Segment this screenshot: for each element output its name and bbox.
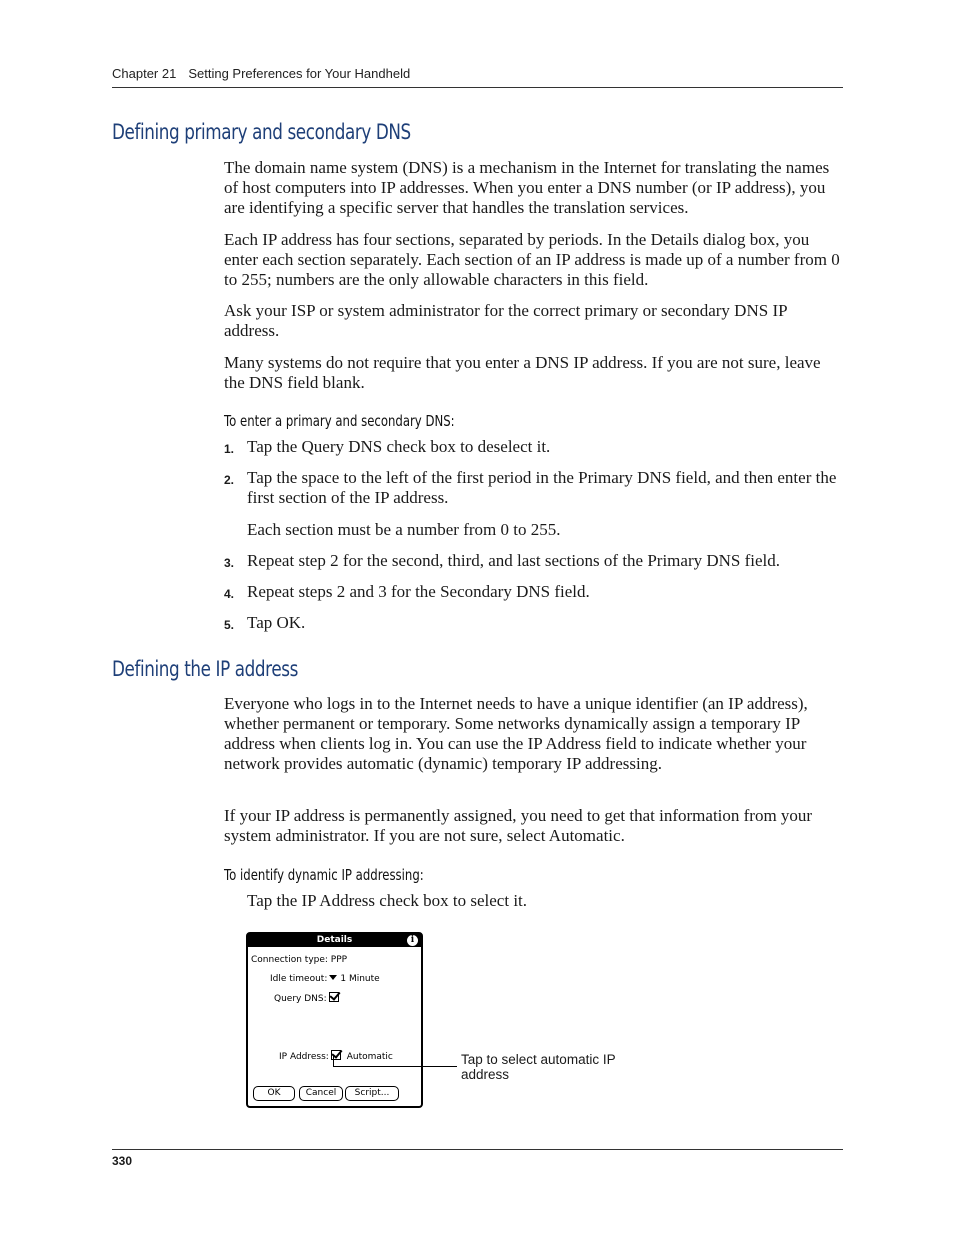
connection-type-value: PPP [330,955,348,965]
step-text: Tap the space to the left of the first period in the Primary DNS field, and then enter the first section of the IP address. [247,468,837,507]
chapter-number: Chapter 21 [112,66,177,81]
ip-procedure-heading: To identify dynamic IP addressing: [224,866,424,884]
heading-ip: Defining the IP address [112,657,298,681]
ip-address-value: Automatic [346,1052,393,1062]
page-number: 330 [112,1154,133,1168]
idle-timeout-value[interactable]: 1 Minute [340,974,380,984]
callout-leader-line [333,1066,457,1067]
step-number: 2. [224,473,235,487]
step-text: Tap the Query DNS check box to deselect it. [247,437,551,456]
dialog-title: Details [316,935,353,945]
idle-timeout-row [270,974,380,984]
footer-rule [112,1149,843,1150]
dns-paragraph-2: Each IP address has four sections, separated by periods. In the Details dialog box, you enter each section separately. Each section of an IP address is made up of a number from 0 to 255; numbers are the only allowable characters in this field. [224,230,840,289]
step-text: Tap OK. [247,613,306,632]
step-number: 5. [224,618,235,632]
ip-address-row [279,1050,393,1062]
connection-type-label: Connection type: [251,955,328,965]
ok-button[interactable]: OK [253,1086,295,1101]
idle-timeout-label: Idle timeout: [270,974,328,984]
query-dns-row [274,992,339,1004]
details-dialog [246,932,423,1108]
dialog-title-bar [248,934,421,947]
dropdown-triangle-icon[interactable] [329,975,337,980]
info-icon[interactable]: i [407,935,418,946]
script-button[interactable]: Script... [345,1086,399,1101]
callout-text: Tap to select automatic IP address [461,1052,616,1082]
chapter-title: Setting Preferences for Your Handheld [188,66,411,81]
dns-procedure-heading: To enter a primary and secondary DNS: [224,412,455,430]
cancel-button[interactable]: Cancel [299,1086,343,1101]
ip-paragraph-2: If your IP address is permanently assigned, you need to get that information from your system administrator. If you are not sure, select Automatic. [224,806,813,845]
query-dns-label: Query DNS: [274,994,327,1004]
step-text: Repeat steps 2 and 3 for the Secondary DNS field. [247,582,590,601]
running-head [112,66,410,81]
ip-paragraph-1: Everyone who logs in to the Internet needs to have a unique identifier (an IP address), whether permanent or temporary. Some networks dynamically assign a temporary IP address when clients log in. You can use the IP Address field to indicate whether your network provides automatic (dynamic) temporary IP addressing. [224,694,808,773]
step-number: 3. [224,556,235,570]
ip-instruction: Tap the IP Address check box to select it. [247,891,528,910]
dns-paragraph-1: The domain name system (DNS) is a mechanism in the Internet for translating the names of host computers into IP addresses. When you enter a DNS number (or IP address), you are identifying a specific server that handles the translation services. [224,158,830,217]
dns-paragraph-3: Ask your ISP or system administrator for the correct primary or secondary DNS IP address. [224,301,787,340]
step-number: 4. [224,587,235,601]
step-number: 1. [224,442,235,456]
connection-type-row [251,955,347,965]
query-dns-checkbox[interactable] [329,992,339,1002]
step-text: Repeat step 2 for the second, third, and last sections of the Primary DNS field. [247,551,781,570]
header-rule [112,87,843,88]
dns-paragraph-4: Many systems do not require that you enter a DNS IP address. If you are not sure, leave the DNS field blank. [224,353,821,392]
heading-dns: Defining primary and secondary DNS [112,120,411,144]
ip-address-label: IP Address: [279,1052,329,1062]
dns-step-2-note: Each section must be a number from 0 to 255. [247,520,561,539]
